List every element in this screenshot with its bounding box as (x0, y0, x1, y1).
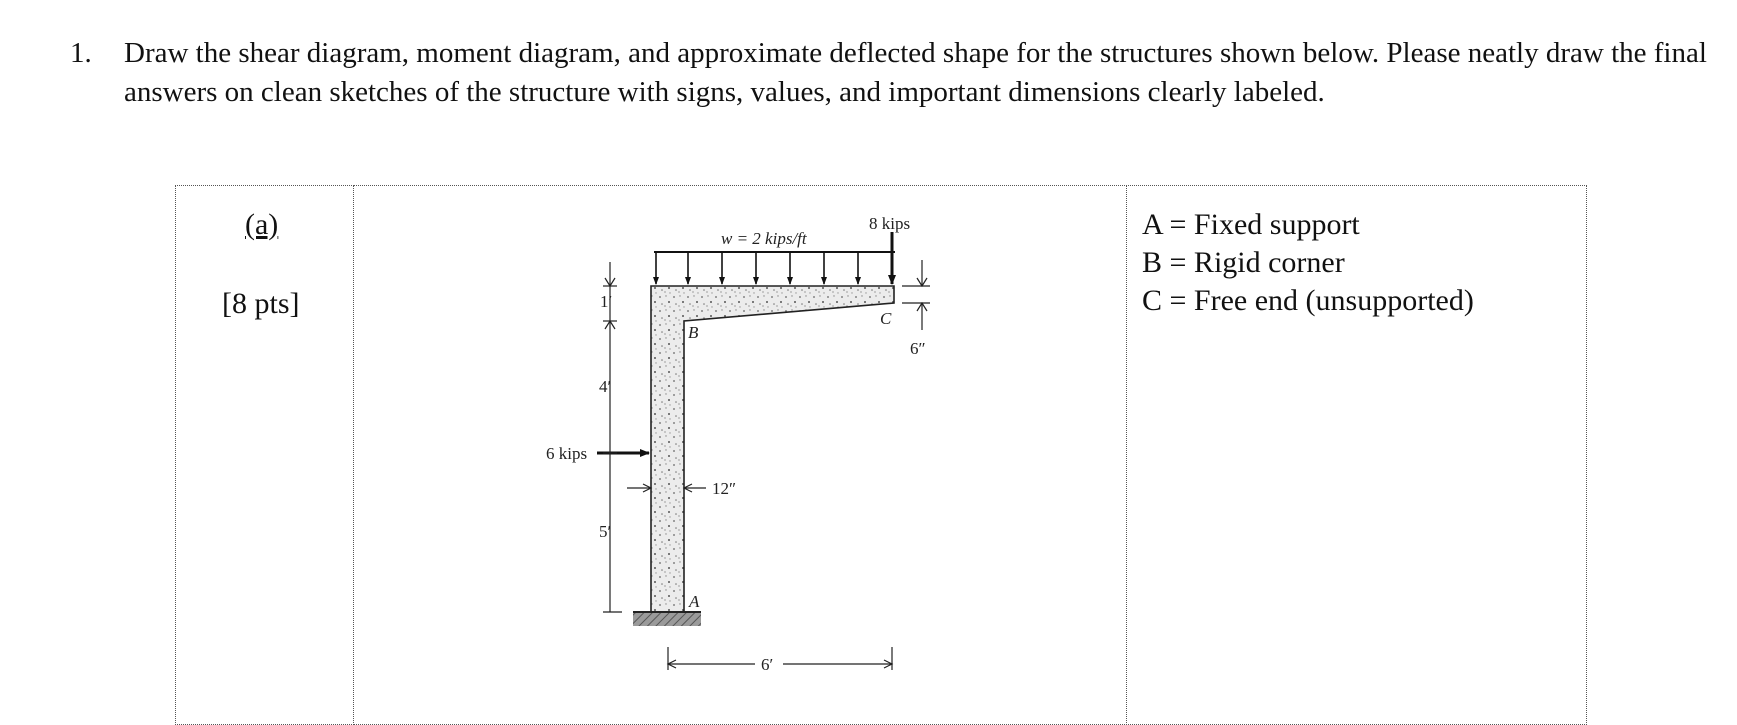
span-dimension (668, 647, 892, 670)
distributed-load-label: w = 2 kips/ft (721, 229, 807, 248)
point-load-top-label: 8 kips (869, 214, 911, 233)
legend-item-b: B = Rigid corner (1142, 246, 1345, 279)
dim-span-label: 6′ (761, 655, 774, 674)
part-points: [8 pts] (222, 287, 300, 320)
point-load-side-label: 6 kips (546, 444, 588, 463)
vertical-dimension (603, 262, 622, 612)
dim-top-thickness-label: 1′ (600, 292, 613, 311)
fixed-support (633, 612, 701, 626)
point-c-label: C (880, 309, 892, 328)
distributed-load (654, 252, 895, 284)
legend-item-c: C = Free end (unsupported) (1142, 284, 1474, 317)
part-label: (a) (245, 208, 279, 241)
dim-tip-label: 6″ (910, 339, 926, 358)
question-number: 1. (70, 37, 92, 69)
question-text: Draw the shear diagram, moment diagram, and approximate deflected shape for the structures shown below. Please neatly draw the final answers on clean sketches of the structure with signs, values, and important dimensions clearly labeled. (124, 37, 1707, 108)
dim-width-label: 12″ (712, 479, 737, 498)
dim-lower-label: 5′ (599, 522, 612, 541)
tip-dimension (902, 260, 930, 330)
legend-item-a: A = Fixed support (1142, 208, 1360, 241)
point-b-label: B (688, 323, 699, 342)
point-a-label: A (689, 592, 700, 611)
dim-upper-label: 4′ (599, 377, 612, 396)
